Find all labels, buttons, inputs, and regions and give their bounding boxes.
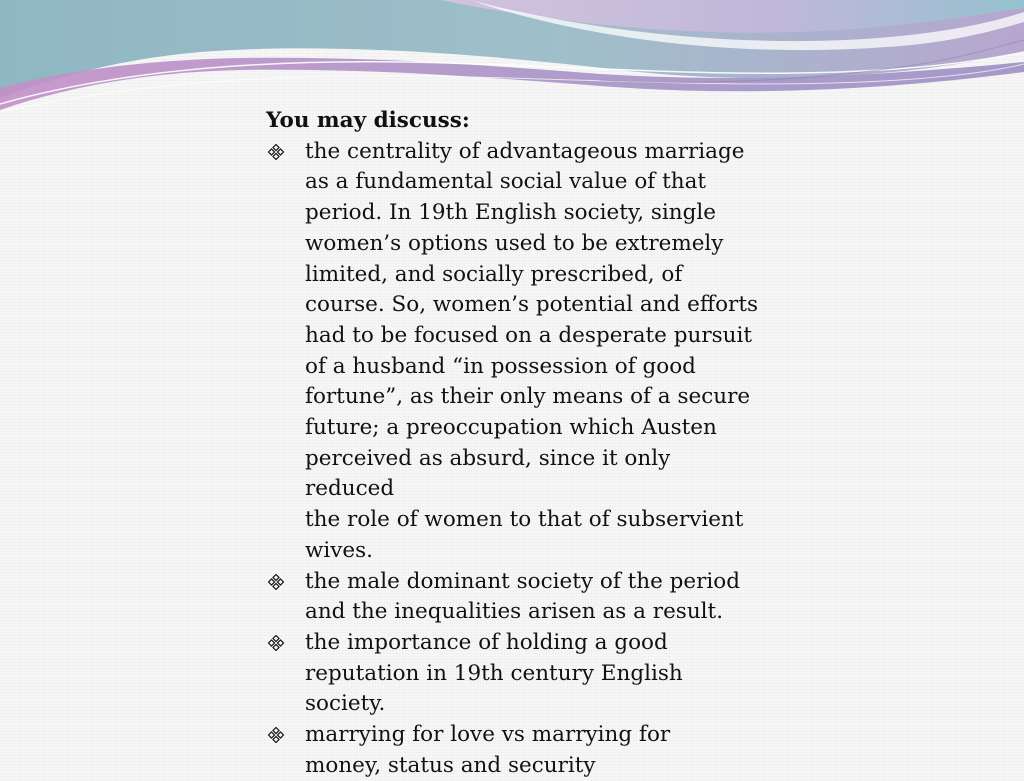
slide-content [266, 106, 766, 781]
list-item [266, 720, 766, 781]
list-item-text: the male dominant society of the period and the inequalities arisen as a result. [305, 568, 741, 625]
four-diamond-bullet-icon [268, 574, 284, 590]
list-item [266, 628, 766, 720]
four-diamond-bullet-icon [268, 727, 284, 743]
slide-heading: You may discuss: [266, 108, 470, 133]
list-item [266, 137, 766, 567]
four-diamond-bullet-icon [268, 144, 284, 160]
list-item-text: the centrality of advantageous marriage as a fundamental social value of that period. In 19th English society, single women’s options used to be extremely limited, and socially prescribed, of course. So, women’s potential and efforts had to be focused on a desperate pursuit of a husband “in possession of good fortune”, as their only means of a secure future; a preoccupation which Austen perceived as absurd, since it only reduced the role of women to that of subservient wives. [305, 138, 759, 563]
discussion-points-list [266, 137, 766, 781]
four-diamond-bullet-icon [268, 635, 284, 651]
list-item [266, 567, 766, 628]
list-item-text: marrying for love vs marrying for money, status and security [305, 722, 671, 778]
list-item-text: the importance of holding a good reputation in 19th century English society. [305, 629, 683, 717]
